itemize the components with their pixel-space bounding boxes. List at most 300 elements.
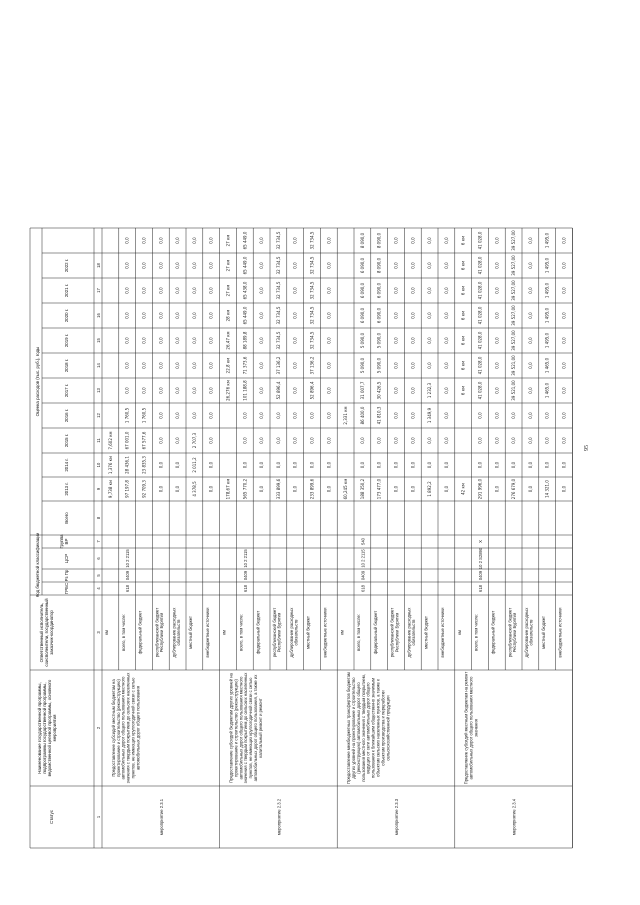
table-cell: 0,0 — [275, 437, 281, 444]
table-cell: 0,0 — [527, 412, 533, 419]
table-cell: 27 км — [225, 234, 231, 247]
header-column-number: 15 — [96, 338, 101, 343]
block-grbs: 618 — [125, 585, 131, 592]
table-cell: 276 679,0 — [511, 478, 517, 500]
row-label: федеральный бюджет — [490, 610, 496, 655]
header-column-number: 16 — [96, 313, 101, 318]
table-cell: 0,0 — [259, 362, 265, 369]
table-cell: 41 028,0 — [477, 381, 483, 400]
table-cell: 0,0 — [326, 337, 332, 344]
table-cell: 1 495,0 — [544, 307, 550, 324]
table-cell: 0,0 — [175, 362, 181, 369]
block-rzpr: 0409 — [125, 570, 131, 581]
table-cell: 41 028,0 — [477, 256, 483, 275]
table-cell: 0,0 — [208, 461, 214, 469]
table-cell: 0,0 — [561, 312, 567, 319]
table-cell: 32 734,5 — [275, 331, 281, 350]
table-cell: 0,0 — [410, 461, 416, 469]
table-cell: 0,0 — [259, 312, 265, 319]
table-cell: 0,0 — [292, 437, 298, 444]
table-cell: 565 770,2 — [242, 478, 248, 500]
row-label: республиканский бюджетРеспублики Бурятия — [389, 607, 400, 658]
table-cell: 0,0 — [511, 412, 517, 419]
row-label: местный бюджет — [540, 616, 546, 649]
table-cell: 0,0 — [477, 412, 483, 419]
header-budget-code: Код бюджетной классификации — [35, 532, 40, 598]
table-cell: 0,0 — [259, 387, 265, 394]
header-year: 2018 г. — [64, 358, 69, 373]
block-csr: 10 2 2115 — [125, 549, 131, 568]
table-cell: 0,0 — [191, 237, 197, 244]
table-cell: 0,0 — [494, 387, 500, 394]
table-cell: 0,0 — [208, 287, 214, 294]
header-column-number: 5 — [96, 574, 101, 577]
table-cell: 0,0 — [359, 437, 365, 444]
header-column-number: 17 — [96, 288, 101, 293]
table-cell: 4 378,5 — [191, 481, 197, 497]
table-cell: 1 760,5 — [124, 407, 130, 424]
table-cell: 0,0 — [561, 362, 567, 369]
header-column-number: 8 — [96, 516, 101, 520]
header-year: 2015 г. — [64, 433, 69, 448]
row-label: внебюджетные источники — [557, 607, 563, 658]
row-label: федеральный бюджет — [255, 610, 261, 655]
table-cell: 0,0 — [175, 485, 181, 493]
header-rzpr: Рз Пр — [64, 569, 69, 582]
table-cell: 0,0 — [561, 287, 567, 294]
block-grbs: 618 — [478, 585, 483, 592]
table-cell: 92 709,3 — [141, 480, 147, 498]
table-cell: 0,0 — [393, 237, 399, 244]
table-cell: 0,0 — [175, 262, 181, 269]
table-cell: 0,0 — [175, 337, 181, 344]
header-column-number: 3 — [96, 631, 101, 634]
table-cell: 0,0 — [494, 412, 500, 419]
table-cell: 0,0 — [191, 412, 197, 419]
table-cell: 6 090,0 — [359, 282, 365, 299]
table-cell: 0,0 — [309, 461, 315, 469]
table-cell: 0,0 — [427, 337, 433, 344]
table-cell: 0,0 — [494, 337, 500, 344]
table-cell: 0,0 — [527, 485, 533, 493]
table-cell: 28 км — [225, 309, 231, 322]
table-cell: 0,0 — [511, 461, 517, 469]
table-cell: 65 449,0 — [242, 231, 248, 250]
table-cell: 0,0 — [494, 437, 500, 444]
table-cell: 0,0 — [259, 412, 265, 419]
table-cell: 0,0 — [292, 312, 298, 319]
header-column-number: 14 — [96, 363, 101, 368]
table-cell: 65 449,0 — [242, 256, 248, 275]
table-cell: 0,0 — [561, 412, 567, 419]
table-cell: 0,0 — [292, 461, 298, 469]
header-year: 2016 г. — [64, 408, 69, 423]
table-cell: 0,0 — [326, 461, 332, 469]
header-executor: Ответственный исполнитель,соисполнители, государственныйзаказчик-координатор — [39, 598, 54, 667]
table-cell: 0,0 — [326, 262, 332, 269]
table-cell: 9,738 км — [107, 479, 113, 499]
row-label: местный бюджет — [305, 616, 311, 649]
block-csr: 10 2 2115 — [242, 549, 248, 568]
table-cell: 0,0 — [393, 362, 399, 369]
table-cell: 1 760,5 — [141, 407, 147, 424]
table-cell: 26,276 км — [225, 380, 231, 401]
table-cell: 6 090,0 — [359, 307, 365, 324]
block-vr: Х — [478, 540, 483, 543]
table-cell: 0,0 — [527, 262, 533, 269]
table-cell: 0,0 — [494, 461, 500, 469]
table-cell: 6 км — [460, 285, 466, 296]
table-cell: 0,0 — [527, 337, 533, 344]
table-cell: 28 436,1 — [124, 456, 130, 474]
table-cell: 0,0 — [124, 362, 130, 369]
table-cell: 1 495,0 — [544, 257, 550, 274]
table-cell: 0,0 — [443, 387, 449, 394]
table-cell: 1 465,0 — [544, 357, 550, 374]
table-cell: 0,0 — [443, 287, 449, 294]
table-cell: 0,0 — [175, 312, 181, 319]
table-cell: 0,0 — [443, 237, 449, 244]
table-cell: 0,0 — [326, 362, 332, 369]
table-cell: 0,0 — [141, 287, 147, 294]
table-cell: 0,0 — [561, 387, 567, 394]
table-cell: 0,0 — [427, 312, 433, 319]
table-cell: 178,67 км — [225, 478, 231, 500]
table-cell: 0,0 — [208, 437, 214, 444]
row-label: местный бюджет — [423, 616, 429, 649]
table-cell: 0,0 — [326, 312, 332, 319]
table-cell: 0,0 — [158, 262, 164, 269]
table-cell: 0,0 — [275, 412, 281, 419]
table-cell: 0,0 — [443, 337, 449, 344]
table-cell: 2 707,3 — [191, 432, 197, 449]
table-cell: 0,0 — [359, 461, 365, 469]
table-cell: 0,0 — [292, 387, 298, 394]
table-cell: 0,0 — [527, 362, 533, 369]
table-cell: 0,0 — [292, 362, 298, 369]
table-cell: 32 734,5 — [275, 231, 281, 250]
table-cell: 32 734,5 — [309, 256, 315, 275]
table-cell: 0,0 — [393, 461, 399, 469]
table-cell: 2 011,2 — [191, 457, 197, 473]
table-cell: 32 734,5 — [309, 231, 315, 250]
table-cell: 0,0 — [141, 387, 147, 394]
table-cell: 27 км — [225, 284, 231, 297]
table-cell: 0,0 — [191, 287, 197, 294]
header-column-number: 11 — [96, 438, 101, 443]
table-cell: 0,0 — [292, 287, 298, 294]
header-status: Статус — [49, 810, 54, 824]
table-cell: 0,0 — [208, 312, 214, 319]
table-cell: 0,0 — [259, 485, 265, 493]
table-cell: 0,0 — [494, 312, 500, 319]
table-cell: 0,0 — [208, 412, 214, 419]
table-cell: 0,0 — [393, 485, 399, 493]
table-cell: 6 км — [460, 385, 466, 396]
table-cell: 0,0 — [443, 362, 449, 369]
table-cell: 8 090,0 — [359, 232, 365, 249]
table-cell: 0,0 — [158, 237, 164, 244]
table-cell: 0,0 — [443, 485, 449, 493]
table-cell: 0,0 — [175, 461, 181, 469]
table-cell: 27 км — [225, 259, 231, 272]
header-year: 2021 г. — [64, 283, 69, 298]
table-cell: 0,0 — [259, 337, 265, 344]
table-cell: 5 090,0 — [376, 357, 382, 374]
table-cell: 67 001,0 — [124, 431, 130, 450]
table-cell: 6 км — [460, 335, 466, 346]
table-cell: 0,0 — [410, 485, 416, 493]
table-cell: 71 373,6 — [242, 356, 248, 375]
page-number: 95 — [584, 445, 590, 451]
table-cell: 0,0 — [326, 387, 332, 394]
table-cell: 5 090,0 — [359, 332, 365, 349]
table-cell: 1,376 км — [107, 455, 113, 475]
table-cell: 0,0 — [527, 287, 533, 294]
row-label: всего, в том числе: — [356, 614, 362, 651]
table-cell: 39 521,00 — [511, 380, 517, 401]
table-cell: 0,0 — [544, 437, 550, 444]
table-cell: 1 495,0 — [544, 232, 550, 249]
row-label: внебюджетные источники — [440, 607, 446, 658]
table-cell: 0,0 — [242, 461, 248, 469]
block-rzpr: 0409 — [242, 570, 248, 581]
row-label: дублирование расходныхобязательств — [288, 607, 299, 658]
row-label: федеральный бюджет — [137, 610, 143, 655]
header-year: 2017 г. — [64, 383, 69, 398]
table-cell: 0,0 — [141, 237, 147, 244]
table-cell: 0,0 — [477, 437, 483, 444]
table-cell: 0,0 — [208, 387, 214, 394]
table-cell: 39 527,00 — [511, 330, 517, 351]
table-cell: 0,0 — [561, 437, 567, 444]
header-year: 2020 г. — [64, 308, 69, 323]
block-rzpr: 0409 — [478, 570, 483, 581]
table-cell: 0,0 — [158, 485, 164, 493]
table-cell: 26,47 км — [225, 331, 231, 350]
table-cell: 0,0 — [191, 312, 197, 319]
table-cell: 0,0 — [427, 237, 433, 244]
table-cell: 32 734,5 — [309, 331, 315, 350]
row-label: республиканский бюджетРеспублики Бурятия — [154, 607, 165, 658]
header-column-number: 7 — [96, 540, 101, 543]
table-cell: 0,0 — [494, 262, 500, 269]
table-cell: 0,0 — [527, 237, 533, 244]
table-cell: 0,0 — [494, 237, 500, 244]
table-cell: 0,0 — [259, 287, 265, 294]
block-name: Предоставление межбюджетных трансфертов бюджетамдругих уровней на проектирование и строительство(реконструкцию) автомобильных дорог общегопользования местного значения с твердым покрытием,ведущих от сети автомобильных дорог общегопользования к ближайшим общественно значимымобъектам сельских населенных пунктов, а также кобъектам производства и переработкисельскохозяйственной продукции — [346, 672, 391, 784]
table-cell: 0,0 — [561, 337, 567, 344]
table-cell: 7,602 км — [107, 431, 113, 450]
table-cell: 6 км — [460, 260, 466, 271]
table-cell: 0,0 — [511, 437, 517, 444]
table-cell: 42 км — [460, 483, 466, 495]
table-cell: 32 734,5 — [275, 256, 281, 275]
table-cell: 0,0 — [124, 337, 130, 344]
row-label: км — [339, 630, 345, 635]
table-cell: 0,0 — [292, 412, 298, 419]
table-cell: 37 136,2 — [309, 356, 315, 375]
table-cell: 0,0 — [410, 237, 416, 244]
table-cell: 86 400,0 — [359, 406, 365, 425]
table-cell: 0,0 — [410, 387, 416, 394]
table-cell: 0,0 — [443, 437, 449, 444]
table-cell: 6 км — [460, 310, 466, 321]
block-status: мероприятие 2.3.3 — [394, 798, 399, 836]
table-cell: 0,0 — [393, 337, 399, 344]
table-cell: 0,0 — [561, 262, 567, 269]
table-cell: 0,0 — [427, 287, 433, 294]
table-cell: 0,0 — [158, 337, 164, 344]
table-cell: 0,0 — [309, 437, 315, 444]
header-column-number: 9 — [96, 487, 101, 491]
table-cell: 0,0 — [326, 237, 332, 244]
table-cell: 0,0 — [477, 461, 483, 469]
table-cell: 0,0 — [191, 262, 197, 269]
table-cell: 0,0 — [527, 387, 533, 394]
table-cell: 1 495,0 — [544, 332, 550, 349]
row-label: дублирование расходныхобязательств — [406, 607, 417, 658]
row-label: внебюджетные источники — [322, 607, 328, 658]
table-cell: 52 896,4 — [309, 381, 315, 400]
table-cell: 6 км — [460, 235, 466, 246]
table-cell: 0,0 — [443, 461, 449, 469]
header-program-name: Наименование государственной программы,подпрограммы государственной программы,ведомственной целевой программы, основногомероприятия — [37, 679, 57, 777]
row-label: федеральный бюджет — [372, 610, 378, 655]
table-cell: 0,0 — [124, 262, 130, 269]
table-cell: 0,0 — [191, 362, 197, 369]
table-cell: 0,0 — [208, 362, 214, 369]
table-cell: 0,0 — [124, 237, 130, 244]
row-label: дублирование расходныхобязательств — [171, 607, 181, 658]
table-cell: 0,0 — [158, 362, 164, 369]
header-year: 2022 г. — [64, 258, 69, 273]
table-cell: 173 477,0 — [376, 478, 382, 500]
row-label: республиканский бюджетРеспублики Бурятия — [272, 607, 282, 658]
row-label: км — [104, 630, 110, 635]
block-name: Предоставление субсидий местным бюджетам на ремонтавтомобильных дорог общего пользования местногозначения — [463, 671, 479, 785]
table-cell: 0,0 — [141, 362, 147, 369]
table-cell: 8 090,0 — [376, 257, 382, 274]
table-cell: 22,8 км — [225, 357, 231, 374]
table-cell: 0,0 — [242, 437, 248, 444]
table-cell: 0,0 — [427, 437, 433, 444]
table-cell: 32 734,5 — [309, 306, 315, 325]
table-cell: 14 321,0 — [544, 480, 550, 498]
table-cell: 0,0 — [376, 461, 382, 469]
table-cell: 0,0 — [175, 387, 181, 394]
block-status: мероприятие 2.3.4 — [511, 798, 517, 836]
table-cell: 0,0 — [191, 337, 197, 344]
table-cell: 32 734,5 — [275, 281, 281, 300]
header-column-number: 12 — [96, 413, 101, 418]
table-cell: 1 892,2 — [427, 481, 433, 497]
block-vr: 540 — [360, 538, 366, 545]
table-cell: 39 521,00 — [511, 355, 517, 376]
table-cell: 0,0 — [208, 262, 214, 269]
table-cell: 30 426,5 — [376, 381, 382, 400]
table-cell: 41 028,0 — [477, 306, 483, 325]
table-cell: 0,0 — [376, 437, 382, 444]
table-cell: 0,0 — [561, 237, 567, 244]
row-label: республиканский бюджетРеспублики Бурятия — [507, 607, 517, 658]
block-status: мероприятие 2.3.1 — [158, 798, 164, 836]
table-cell: 0,0 — [427, 362, 433, 369]
table-cell: 0,0 — [124, 312, 130, 319]
table-cell: 0,0 — [208, 237, 214, 244]
block-name: Предоставление субсидий бюджетам других уровней напроектирование и строительство (реконструкцию)автомобильных дорог общего пользования местногозначения с твердым покрытием до сельских населенныхпунктов, не имеющих круглогодичной связи с сетьюавтомобильных дорог общего пользования, а также ихкапитальный ремонт и ремонт — [228, 672, 263, 784]
table-cell: 0,0 — [443, 412, 449, 419]
header-column-number: 13 — [96, 388, 101, 393]
table-cell: 39 527,00 — [511, 305, 517, 326]
table-cell: 39 527,00 — [511, 255, 517, 276]
table-cell: 291 996,0 — [477, 478, 483, 500]
table-cell: 6 090,0 — [376, 307, 382, 324]
table-cell: 0,0 — [443, 262, 449, 269]
table-cell: 0,0 — [292, 337, 298, 344]
row-label: дублирование расходныхобязательств — [524, 607, 534, 658]
block-grbs: 618 — [360, 585, 366, 592]
table-cell: 0,0 — [326, 485, 332, 493]
table-cell: 0,0 — [141, 262, 147, 269]
row-label: всего, в том числе: — [238, 614, 244, 651]
table-cell: 6 км — [460, 360, 466, 371]
table-cell: 1 465,0 — [544, 382, 550, 399]
table-cell: 188 350,2 — [359, 478, 365, 500]
table-cell: 0,0 — [309, 412, 315, 419]
table-cell: 0,0 — [410, 262, 416, 269]
table-cell: 0,0 — [175, 412, 181, 419]
table-cell: 39 527,00 — [511, 230, 517, 251]
header-vr: ГруппаВР — [59, 534, 69, 549]
table-cell: 23 835,3 — [141, 456, 147, 474]
table-cell: 0,0 — [292, 262, 298, 269]
table-cell: 88 189,8 — [242, 331, 248, 350]
row-label: км — [221, 630, 227, 635]
table-cell: 1 495,0 — [544, 282, 550, 299]
table-cell: 0,0 — [208, 485, 214, 493]
table-cell: 97 197,8 — [124, 480, 130, 498]
row-label: км — [456, 630, 462, 635]
table-cell: 0,0 — [141, 312, 147, 319]
block-grbs: 618 — [242, 585, 248, 592]
block-rzpr: 0409 — [360, 570, 366, 581]
header-estimate: Оценка расходов (тыс. руб.), годы — [35, 346, 40, 417]
table-cell: 0,0 — [175, 237, 181, 244]
table-cell: 31 007,7 — [359, 381, 365, 400]
row-label: внебюджетные источники — [204, 607, 210, 658]
header-csr: ЦСР — [64, 553, 69, 564]
table-cell: 0,0 — [544, 412, 550, 419]
table-cell: 0,0 — [393, 287, 399, 294]
table-cell: 0,0 — [427, 262, 433, 269]
block-status: мероприятие 2.3.2 — [276, 798, 282, 836]
table-cell: 52 896,4 — [275, 381, 281, 400]
header-column-number: 2 — [96, 726, 101, 730]
table-cell: 0,0 — [175, 287, 181, 294]
table-cell: 0,0 — [259, 461, 265, 469]
table-cell: 6 090,0 — [376, 282, 382, 299]
header-column-number: 10 — [96, 462, 101, 468]
table-cell: 0,0 — [393, 312, 399, 319]
header-year: 2019 г. — [64, 333, 69, 348]
header-column-number: 18 — [96, 263, 101, 268]
table-cell: 0,0 — [527, 461, 533, 469]
table-cell: 0,0 — [494, 485, 500, 493]
table-cell: 0,0 — [124, 387, 130, 394]
table-cell: 0,0 — [191, 387, 197, 394]
table-cell: 32 734,5 — [309, 281, 315, 300]
